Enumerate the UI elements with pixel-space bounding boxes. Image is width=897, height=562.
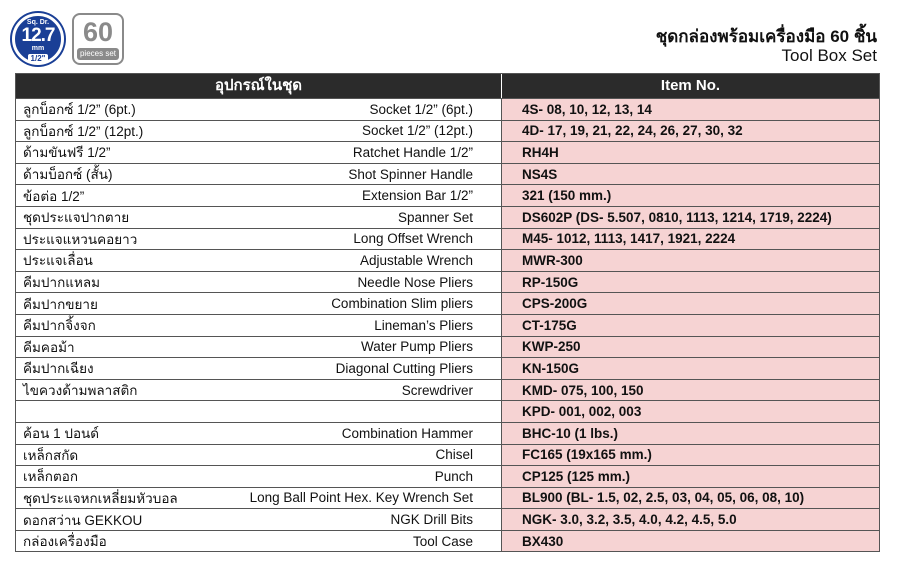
table-row xyxy=(16,400,879,422)
item-description xyxy=(16,99,502,120)
item-name-thai: ค้อน 1 ปอนด์ xyxy=(23,426,100,442)
table-row xyxy=(16,120,879,142)
item-name-english: Shot Spinner Handle xyxy=(348,166,473,182)
item-description xyxy=(16,142,502,163)
item-name-english: Adjustable Wrench xyxy=(359,252,473,268)
item-name-english: Needle Nose Pliers xyxy=(357,274,473,290)
item-name-thai: คีมคอม้า xyxy=(23,339,75,355)
table-row xyxy=(16,228,879,250)
item-name-thai: ประแจแหวนคอยาว xyxy=(23,231,138,247)
table-row xyxy=(16,249,879,271)
item-name-english: Combination Hammer xyxy=(341,425,473,441)
item-description xyxy=(16,229,502,250)
item-name-english: Extension Bar 1/2” xyxy=(361,188,473,204)
items-table xyxy=(15,73,880,552)
pieces-label: pieces set xyxy=(77,48,119,60)
item-number: BX430 xyxy=(502,531,879,552)
item-description xyxy=(16,121,502,142)
item-description xyxy=(16,185,502,206)
item-number: CP125 (125 mm.) xyxy=(502,466,879,487)
item-number: RH4H xyxy=(502,142,879,163)
item-number: 321 (150 mm.) xyxy=(502,185,879,206)
table-header xyxy=(16,74,879,98)
item-number: NS4S xyxy=(502,164,879,185)
item-name-english: Long Ball Point Hex. Key Wrench Set xyxy=(249,490,473,506)
item-name-english: Screwdriver xyxy=(401,382,473,398)
drive-label: Sq. Dr. xyxy=(26,19,50,26)
item-name-english: Long Offset Wrench xyxy=(353,231,473,247)
item-name-thai: ไขควงด้ามพลาสติก xyxy=(23,383,138,399)
item-number: RP-150G xyxy=(502,272,879,293)
item-number: DS602P (DS- 5.507, 0810, 1113, 1214, 1719, 2224) xyxy=(502,207,879,228)
item-name-thai: ชุดประแจปากตาย xyxy=(23,210,130,226)
table-row xyxy=(16,271,879,293)
item-description xyxy=(16,250,502,271)
item-name-thai: ด้ามบ็อกซ์ (สั้น) xyxy=(23,167,113,183)
item-name-english: Lineman’s Pliers xyxy=(374,317,473,333)
table-row xyxy=(16,314,879,336)
item-description xyxy=(16,164,502,185)
item-name-thai: เหล็กสกัด xyxy=(23,447,79,463)
item-number: 4D- 17, 19, 21, 22, 24, 26, 27, 30, 32 xyxy=(502,121,879,142)
item-description xyxy=(16,466,502,487)
item-name-thai: ลูกบ็อกซ์ 1/2” (12pt.) xyxy=(23,123,144,139)
item-name-english: Socket 1/2” (12pt.) xyxy=(361,123,473,139)
table-row xyxy=(16,98,879,120)
table-row xyxy=(16,357,879,379)
item-description xyxy=(16,509,502,530)
item-name-thai: ดอกสว่าน GEKKOU xyxy=(23,512,143,528)
header-contents: อุปกรณ์ในชุด xyxy=(16,74,502,98)
item-number: BL900 (BL- 1.5, 02, 2.5, 03, 04, 05, 06, 08, 10) xyxy=(502,488,879,509)
item-name-thai: กล่องเครื่องมือ xyxy=(23,534,107,550)
table-row xyxy=(16,422,879,444)
item-number: KWP-250 xyxy=(502,337,879,358)
item-name-thai: เหล็กตอก xyxy=(23,469,79,485)
item-name-english: Diagonal Cutting Pliers xyxy=(335,360,473,376)
item-number: FC165 (19x165 mm.) xyxy=(502,445,879,466)
table-row xyxy=(16,206,879,228)
item-description xyxy=(16,445,502,466)
item-name-english: Socket 1/2” (6pt.) xyxy=(369,101,473,117)
item-number: CPS-200G xyxy=(502,293,879,314)
header-item-no: Item No. xyxy=(660,77,721,94)
table-row xyxy=(16,336,879,358)
item-description xyxy=(16,401,502,422)
table-row xyxy=(16,141,879,163)
item-description xyxy=(16,488,502,509)
item-name-thai: คีมปากแหลม xyxy=(23,275,101,291)
item-name-english: Spanner Set xyxy=(397,209,473,225)
table-row xyxy=(16,163,879,185)
item-name-thai: ประแจเลื่อน xyxy=(23,253,93,269)
table-row xyxy=(16,379,879,401)
item-name-thai: คีมปากขยาย xyxy=(23,296,98,312)
item-name-english: Tool Case xyxy=(412,533,473,549)
item-description xyxy=(16,337,502,358)
item-number: M45- 1012, 1113, 1417, 1921, 2224 xyxy=(502,229,879,250)
table-row xyxy=(16,444,879,466)
table-row xyxy=(16,292,879,314)
item-number: KMD- 075, 100, 150 xyxy=(502,380,879,401)
table-row xyxy=(16,465,879,487)
table-row xyxy=(16,184,879,206)
item-name-thai: ลูกบ็อกซ์ 1/2” (6pt.) xyxy=(23,102,136,118)
pieces-count: 60 xyxy=(82,17,114,47)
page-title-english: Tool Box Set xyxy=(781,46,877,65)
drive-size-badge xyxy=(12,13,64,65)
item-description xyxy=(16,315,502,336)
item-number: MWR-300 xyxy=(502,250,879,271)
item-description xyxy=(16,380,502,401)
page-title-thai: ชุดกล่องพร้อมเครื่องมือ 60 ชิ้น xyxy=(655,27,877,46)
item-name-english: Combination Slim pliers xyxy=(331,296,473,312)
table-row xyxy=(16,530,879,552)
item-name-english: NGK Drill Bits xyxy=(390,512,473,528)
item-name-thai: ด้ามขันฟรี 1/2” xyxy=(23,145,111,161)
pieces-count-badge xyxy=(72,13,124,65)
item-description xyxy=(16,272,502,293)
item-name-thai: ข้อต่อ 1/2” xyxy=(23,188,85,204)
item-name-english: Ratchet Handle 1/2” xyxy=(352,144,473,160)
item-name-thai: ชุดประแจหกเหลี่ยมหัวบอล xyxy=(23,490,178,506)
item-number: KN-150G xyxy=(502,358,879,379)
drive-inch: 1/2" xyxy=(28,54,48,63)
item-description xyxy=(16,358,502,379)
item-name-thai: คีมปากเฉียง xyxy=(23,361,94,377)
item-description xyxy=(16,423,502,444)
item-number: KPD- 001, 002, 003 xyxy=(502,401,879,422)
table-body xyxy=(16,98,879,551)
item-name-thai: คีมปากจิ้งจก xyxy=(23,318,96,334)
table-row xyxy=(16,508,879,530)
table-row xyxy=(16,487,879,509)
item-name-english: Chisel xyxy=(435,447,473,463)
item-description xyxy=(16,293,502,314)
item-description xyxy=(16,207,502,228)
item-number: CT-175G xyxy=(502,315,879,336)
item-name-english: Punch xyxy=(434,468,473,484)
drive-unit: mm xyxy=(31,45,45,52)
drive-size: 12.7 xyxy=(21,25,55,46)
item-number: NGK- 3.0, 3.2, 3.5, 4.0, 4.2, 4.5, 5.0 xyxy=(502,509,879,530)
item-description xyxy=(16,531,502,552)
item-number: 4S- 08, 10, 12, 13, 14 xyxy=(502,99,879,120)
item-number: BHC-10 (1 lbs.) xyxy=(502,423,879,444)
item-name-english: Water Pump Pliers xyxy=(360,339,473,355)
